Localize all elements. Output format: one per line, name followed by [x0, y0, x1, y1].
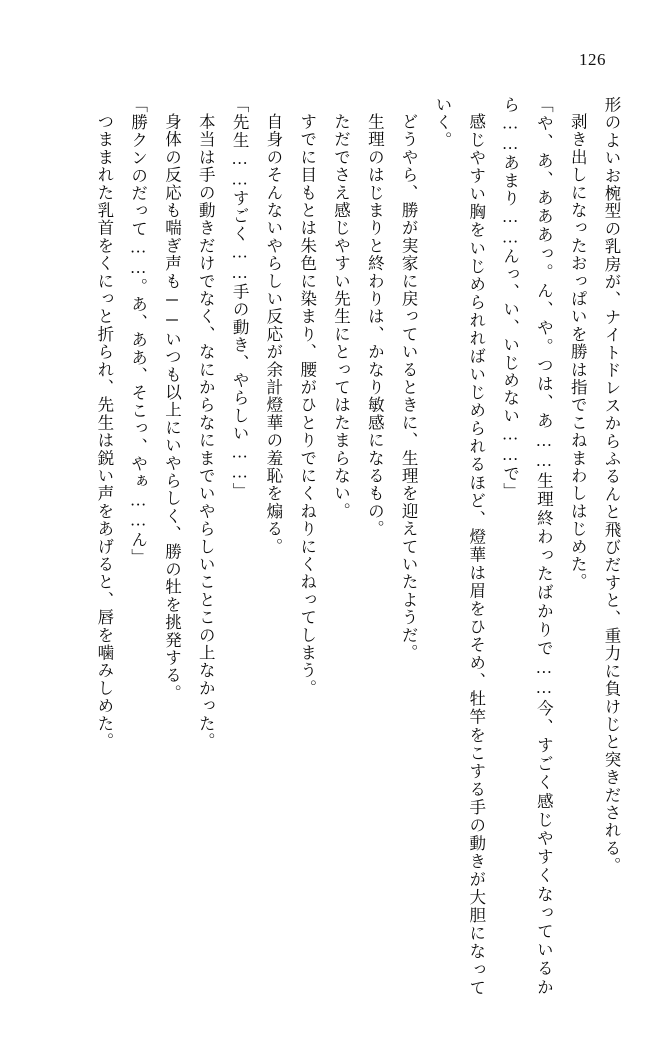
- paragraph: 「先生……すごく……手の動き、やらしい……」: [230, 96, 250, 501]
- paragraph: 身体の反応も喘ぎ声も──いつも以上にいやらしく、勝の牡を挑発する。: [162, 112, 182, 702]
- paragraph: 「や、あ、あああっ。ん、や。つは、あ……生理終わったばかりで……今、すごく感じやすくなっているから……あまり……んっ、い、いじめない……で」: [500, 96, 554, 996]
- body-text: [40, 96, 628, 996]
- paragraph: 本当は手の動きだけでなく、なにからなにまでいやらしいことこの上なかった。: [196, 112, 216, 750]
- paragraph: つままれた乳首をくにっと折られ、先生は鋭い声をあげると、唇を噛みしめた。: [94, 112, 114, 750]
- paragraph: 剥き出しになったおっぱいを勝は指でこねまわしはじめた。: [568, 112, 588, 591]
- paragraph: 形のよいお椀型の乳房が、ナイトドレスからふるんと飛びだすと、重力に負けじと突きだされる。: [602, 96, 621, 875]
- paragraph: ただでさえ感じやすい先生にとってはたまらない。: [331, 112, 351, 520]
- page-number: 126: [579, 50, 606, 69]
- paragraph: 感じやすい胸をいじめられればいじめられるほど、燈華は眉をひそめ、牡竿をこする手の動きが大胆になっていく。: [432, 96, 486, 996]
- paragraph: 自身のそんないやらしい反応が余計燈華の羞恥を煽る。: [263, 112, 283, 555]
- paragraph: すでに目もとは朱色に染まり、腰がひとりでにくねりにくねってしまう。: [297, 112, 317, 697]
- paragraph: 生理のはじまりと終わりは、かなり敏感になるもの。: [365, 112, 385, 538]
- paragraph: 「勝クンのだって……。あ、ああ、そこっ、やぁ……ん」: [128, 96, 148, 567]
- paragraph: どうやら、勝が実家に戻っているときに、生理を迎えていたようだ。: [399, 112, 419, 662]
